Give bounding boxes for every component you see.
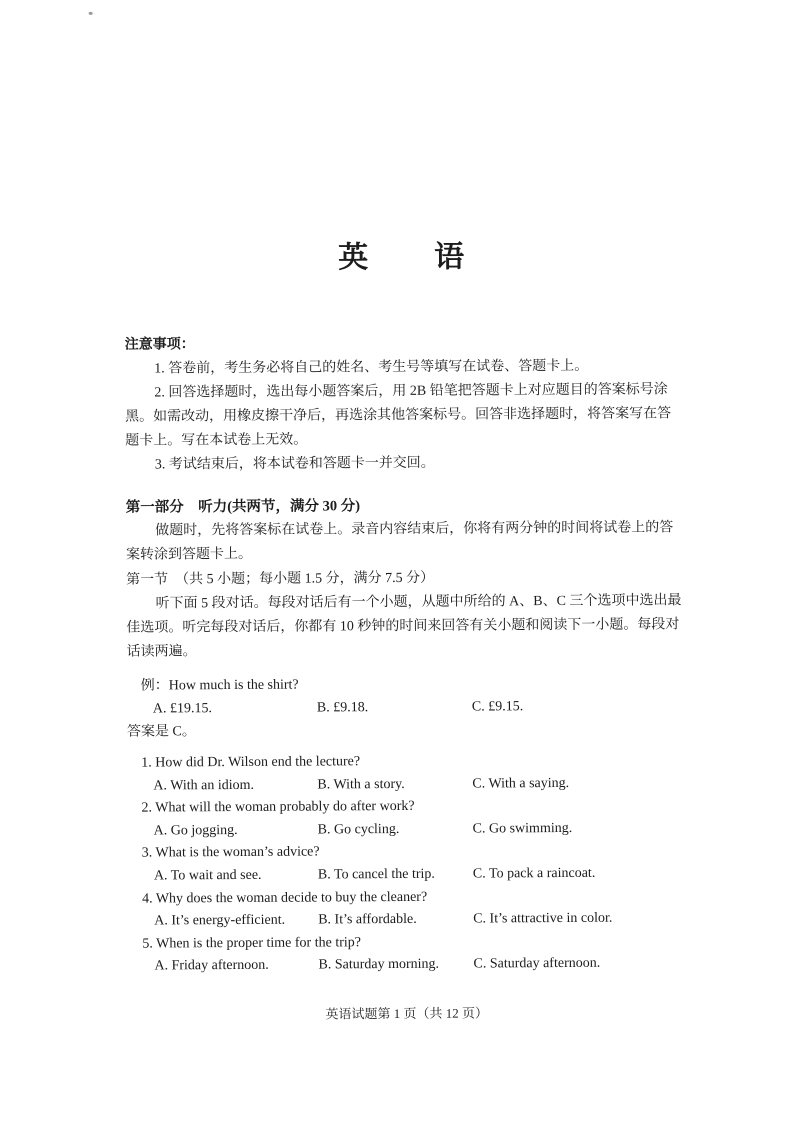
option-c: C. To pack a raincoat.	[472, 865, 596, 882]
notice-item-3: 3. 考试结束后，将本试卷和答题卡一并交回。	[154, 455, 435, 473]
page-footer: 英语试题第 1 页（共 12 页）	[325, 1005, 489, 1022]
question-item	[127, 749, 683, 798]
question-item	[128, 930, 684, 979]
question-list	[127, 749, 684, 978]
question-options	[128, 817, 684, 843]
option-b: B. It’s affordable.	[318, 912, 417, 928]
example-stem: 例：How much is the shirt?	[140, 677, 299, 694]
part1-heading: 第一部分 听力(共两节，满分 30 分)	[125, 498, 361, 516]
question-item	[128, 840, 684, 889]
option-c: C. Saturday afternoon.	[473, 956, 601, 972]
part1-intro: 做题时，先将答案标在试卷上。录音内容结束后，你将有两分钟的时间将试卷上的答案转涂到答题卡上。	[125, 520, 674, 563]
option-b: B. Saturday morning.	[318, 957, 440, 973]
option-c: C. With a saying.	[472, 775, 570, 792]
notice-item-1: 1. 答卷前，考生务必将自己的姓名、考生号等填写在试卷、答题卡上。	[154, 358, 589, 377]
example-option-c: C. £9.15.	[471, 699, 524, 715]
question-stem: 1. How did Dr. Wilson end the lecture?	[141, 754, 361, 771]
question-item	[127, 794, 683, 843]
option-a: A. Friday afternoon.	[154, 958, 269, 974]
option-b: B. With a story.	[317, 776, 405, 793]
question-item	[128, 885, 684, 934]
question-options	[128, 862, 684, 888]
option-c: C. It’s attractive in color.	[473, 910, 613, 927]
option-b: B. Go cycling.	[317, 821, 400, 838]
example-answer: 答案是 C。	[126, 724, 196, 740]
option-b: B. To cancel the trip.	[317, 866, 435, 883]
notice-item-2: 2. 回答选择题时，选出每小题答案后，用 2B 铅笔把答题卡上对应题目的答案标号涂黑。如需改动，用橡皮擦干净后，再选涂其他答案标号。回答非选择题时，将答案写在答题卡上。写在本试卷上无效。	[125, 382, 672, 449]
example-option-a: A. £19.15.	[152, 701, 213, 717]
notice-section	[125, 330, 682, 477]
example-question	[127, 671, 683, 743]
option-a: A. With an idiom.	[153, 777, 255, 794]
option-a: A. Go jogging.	[153, 822, 238, 839]
question-stem: 5. When is the proper time for the trip?	[142, 934, 361, 952]
question-options	[128, 953, 684, 979]
question-options	[127, 772, 683, 798]
notice-heading: 注意事项：	[124, 337, 195, 353]
example-options	[127, 694, 683, 720]
question-stem: 4. Why does the woman decide to buy the cleaner?	[142, 889, 428, 907]
question-stem: 2. What will the woman probably do after work?	[141, 799, 415, 816]
section1-intro: 听下面 5 段对话。每段对话后有一个小题，从题中所给的 A、B、C 三个选项中选出最佳选项。听完每段对话后，你都有 10 秒钟的时间来回答有关小题和阅读下一小题。每段对话读两遍。	[126, 593, 682, 660]
example-option-b: B. £9.18.	[316, 700, 369, 716]
question-options	[128, 907, 684, 933]
question-stem: 3. What is the woman’s advice?	[141, 844, 320, 861]
option-a: A. It’s energy-efficient.	[154, 912, 286, 929]
scan-speck	[89, 12, 93, 15]
option-a: A. To wait and see.	[153, 867, 262, 884]
page-title: 英 语	[338, 240, 467, 275]
option-c: C. Go swimming.	[472, 820, 573, 837]
section1-heading: 第一节 （共 5 小题；每小题 1.5 分，满分 7.5 分）	[126, 570, 435, 588]
